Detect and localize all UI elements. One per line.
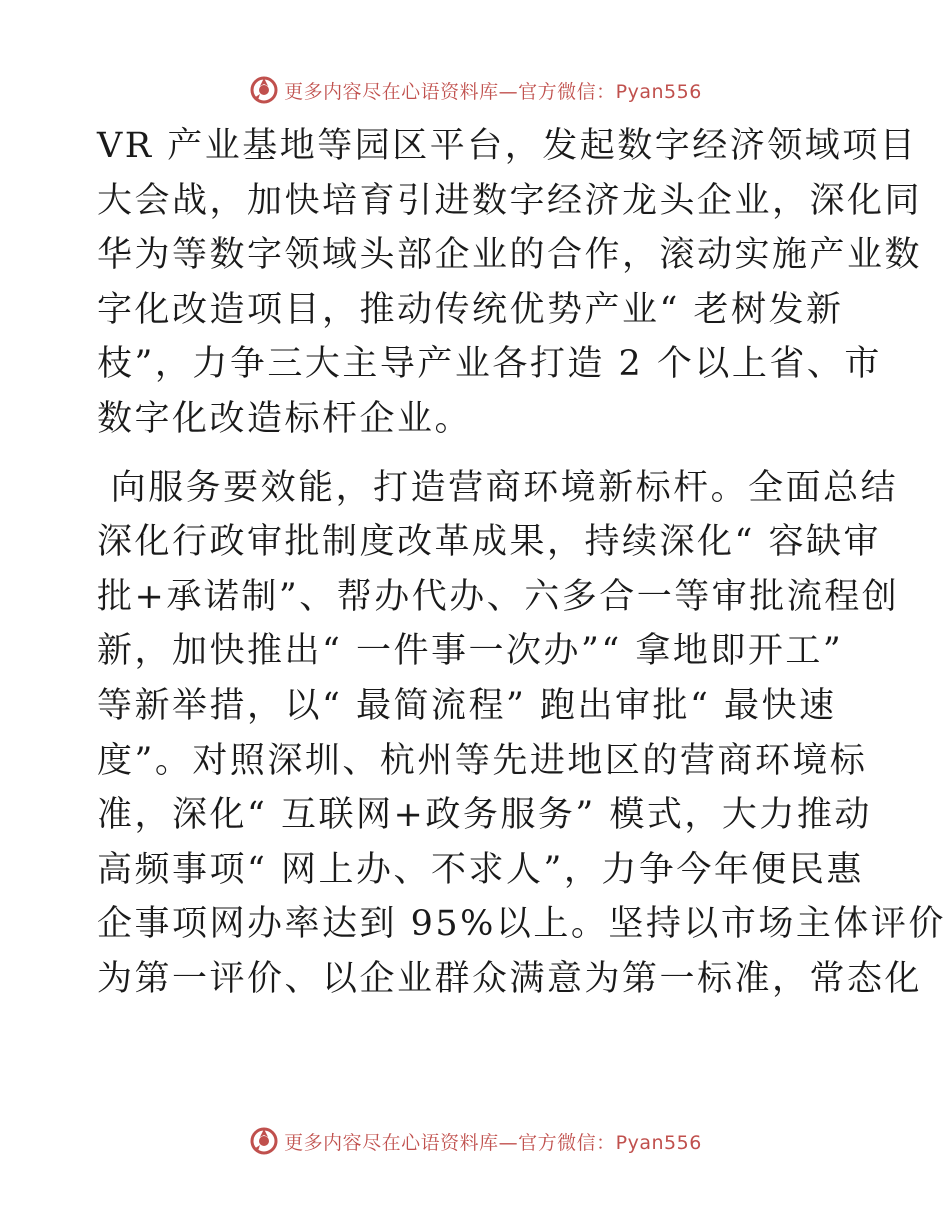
text-line: 深化行政审批制度改革成果，持续深化“ 容缺审 [97,522,882,563]
paragraph [97,465,946,1002]
text-line: 大会战，加快培育引进数字经济龙头企业，深化同 [97,180,923,221]
footer-banner-text: 更多内容尽在心语资料库—官方微信：Pyan556 [284,1131,702,1154]
header-watermark [0,70,950,110]
text-line: 准，深化“ 互联网+政务服务” 模式，大力推动 [97,795,872,836]
text-line: 数字化改造标杆企业。 [97,398,473,439]
text-line: 枝”，力争三大主导产业各打造 2 个以上省、市 [97,344,882,385]
text-line: 批+承诺制”、帮办代办、六多合一等审批流程创 [97,576,900,617]
text-line: 为第一评价、以企业群众满意为第一标准，常态化 [97,958,923,999]
text-line: 高频事项“ 网上办、不求人”，力争今年便民惠 [97,849,864,890]
watermark-logo-icon [248,1125,280,1157]
document-body [97,123,946,1011]
text-line: 度”。对照深圳、杭州等先进地区的营商环境标 [97,740,868,781]
paragraph-spacer [97,451,857,465]
text-line: VR 产业基地等园区平台，发起数字经济领域项目 [97,126,918,166]
watermark-logo-icon [248,74,280,106]
text-line: 等新举措，以“ 最简流程” 跑出审批“ 最快速 [97,685,837,726]
text-line: 字化改造项目，推动传统优势产业“ 老树发新 [97,289,844,330]
text-line: 企事项网办率达到 95%以上。坚持以市场主体评价 [97,904,946,945]
text-line: 华为等数字领域头部企业的合作，滚动实施产业数 [97,235,923,276]
text-line: 向服务要效能，打造营商环境新标杆。全面总结 [97,467,899,508]
header-banner-text: 更多内容尽在心语资料库—官方微信：Pyan556 [284,80,702,103]
paragraph [97,123,923,442]
footer-watermark [0,1121,950,1161]
text-line: 新，加快推出“ 一件事一次办”“ 拿地即开工” [97,631,844,672]
